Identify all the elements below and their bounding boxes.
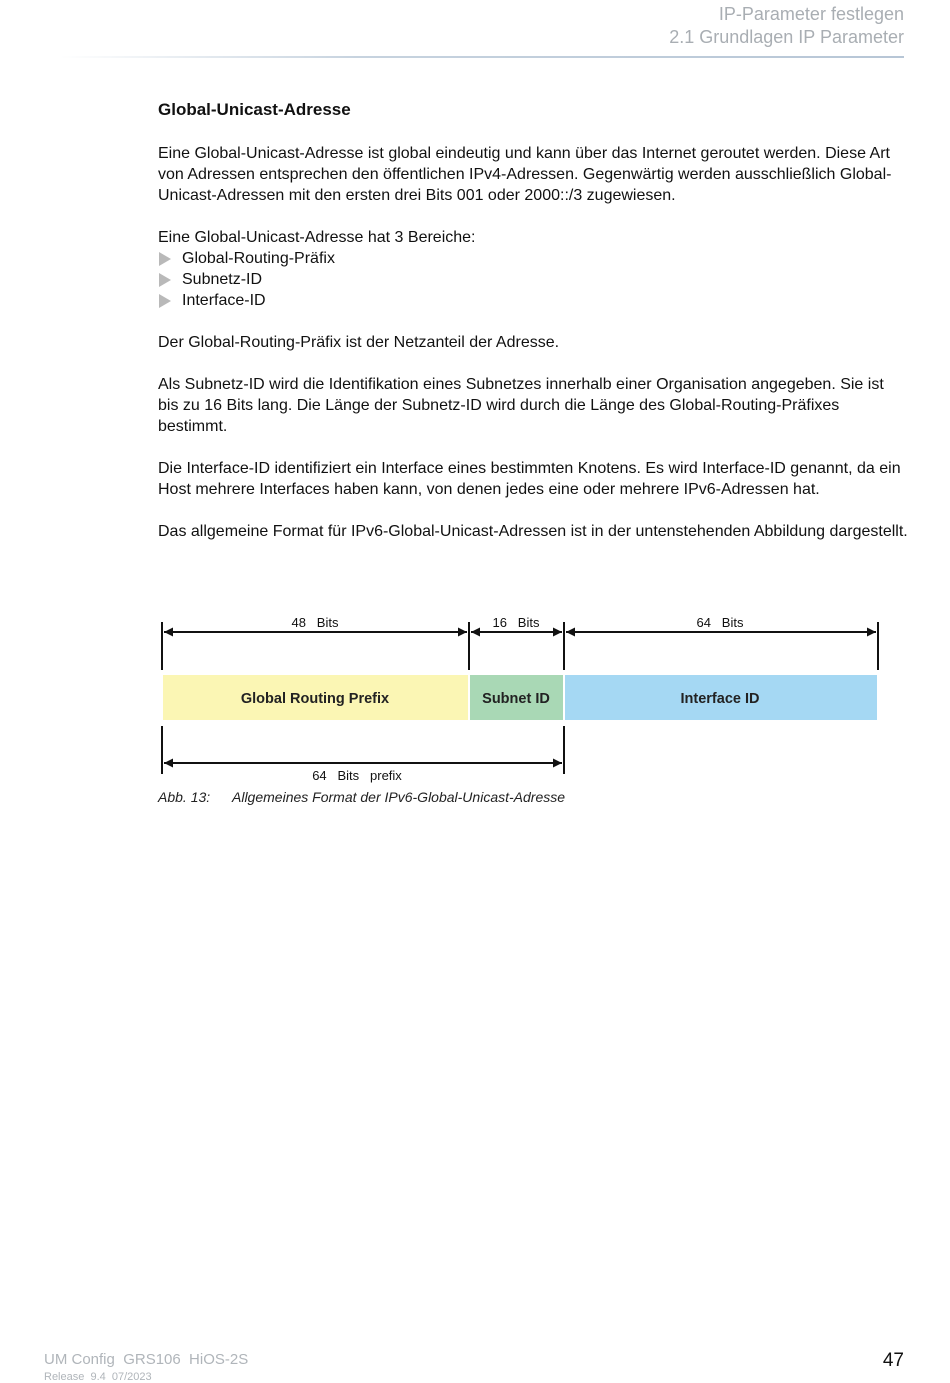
list-item-label: Subnetz-ID — [182, 271, 263, 288]
paragraph-subnet-id: Als Subnetz-ID wird die Identifikation eines Subnetzes innerhalb einer Organisation angegeben. Sie ist bis zu 16 Bits lang. Die Länge der Subnetz-ID wird durch die Länge des Global-Routing-Präfixes bestimmt. — [158, 376, 884, 435]
label-16-bits: 16 Bits — [492, 615, 540, 630]
caption-number: Abb. 13: — [158, 789, 211, 805]
label-48-bits: 48 Bits — [291, 615, 339, 630]
block-label-global-routing-prefix: Global Routing Prefix — [240, 691, 390, 707]
figure-caption — [158, 789, 565, 805]
caption-text: Allgemeines Format der IPv6-Global-Unicast-Adresse — [232, 789, 566, 805]
header-chapter: IP-Parameter festlegen — [718, 4, 904, 24]
label-64-bits-prefix: 64 Bits prefix — [312, 768, 402, 783]
list-item-label: Global-Routing-Präfix — [182, 250, 335, 267]
paragraph-routing-prefix: Der Global-Routing-Präfix ist der Netzanteil der Adresse. — [158, 334, 560, 351]
list-item-label: Interface-ID — [182, 292, 266, 309]
section-title: Global-Unicast-Adresse — [158, 100, 351, 119]
block-label-interface-id: Interface ID — [680, 691, 760, 707]
header-section: 2.1 Grundlagen IP Parameter — [669, 27, 904, 47]
footer-release: Release 9.4 07/2023 — [44, 1371, 152, 1383]
paragraph-interface-id: Die Interface-ID identifiziert ein Interface eines bestimmten Knotens. Es wird Interface-ID genannt, da ein Host mehrere Interfaces haben kann, von denen jedes eine oder mehrere IPv6-Adressen hat. — [158, 460, 901, 498]
paragraph-format: Das allgemeine Format für IPv6-Global-Unicast-Adressen ist in der untenstehenden Abbildung dargestellt. — [158, 523, 908, 540]
footer-document: UM Config GRS106 HiOS-2S — [44, 1351, 249, 1368]
paragraph-intro: Eine Global-Unicast-Adresse ist global eindeutig und kann über das Internet geroutet werden. Diese Art von Adressen entsprechen den öffentlichen IPv4-Adressen. Gegenwärtig werden ausschließlich Global-Unicast-Adressen mit den ersten drei Bits 001 oder 2000::/3 zugewiesen. — [158, 145, 892, 204]
block-label-subnet-id: Subnet ID — [482, 691, 550, 707]
label-64-bits: 64 Bits — [696, 615, 744, 630]
paragraph-areas-intro: Eine Global-Unicast-Adresse hat 3 Bereiche: — [158, 229, 476, 246]
page-number: 47 — [882, 1350, 904, 1371]
